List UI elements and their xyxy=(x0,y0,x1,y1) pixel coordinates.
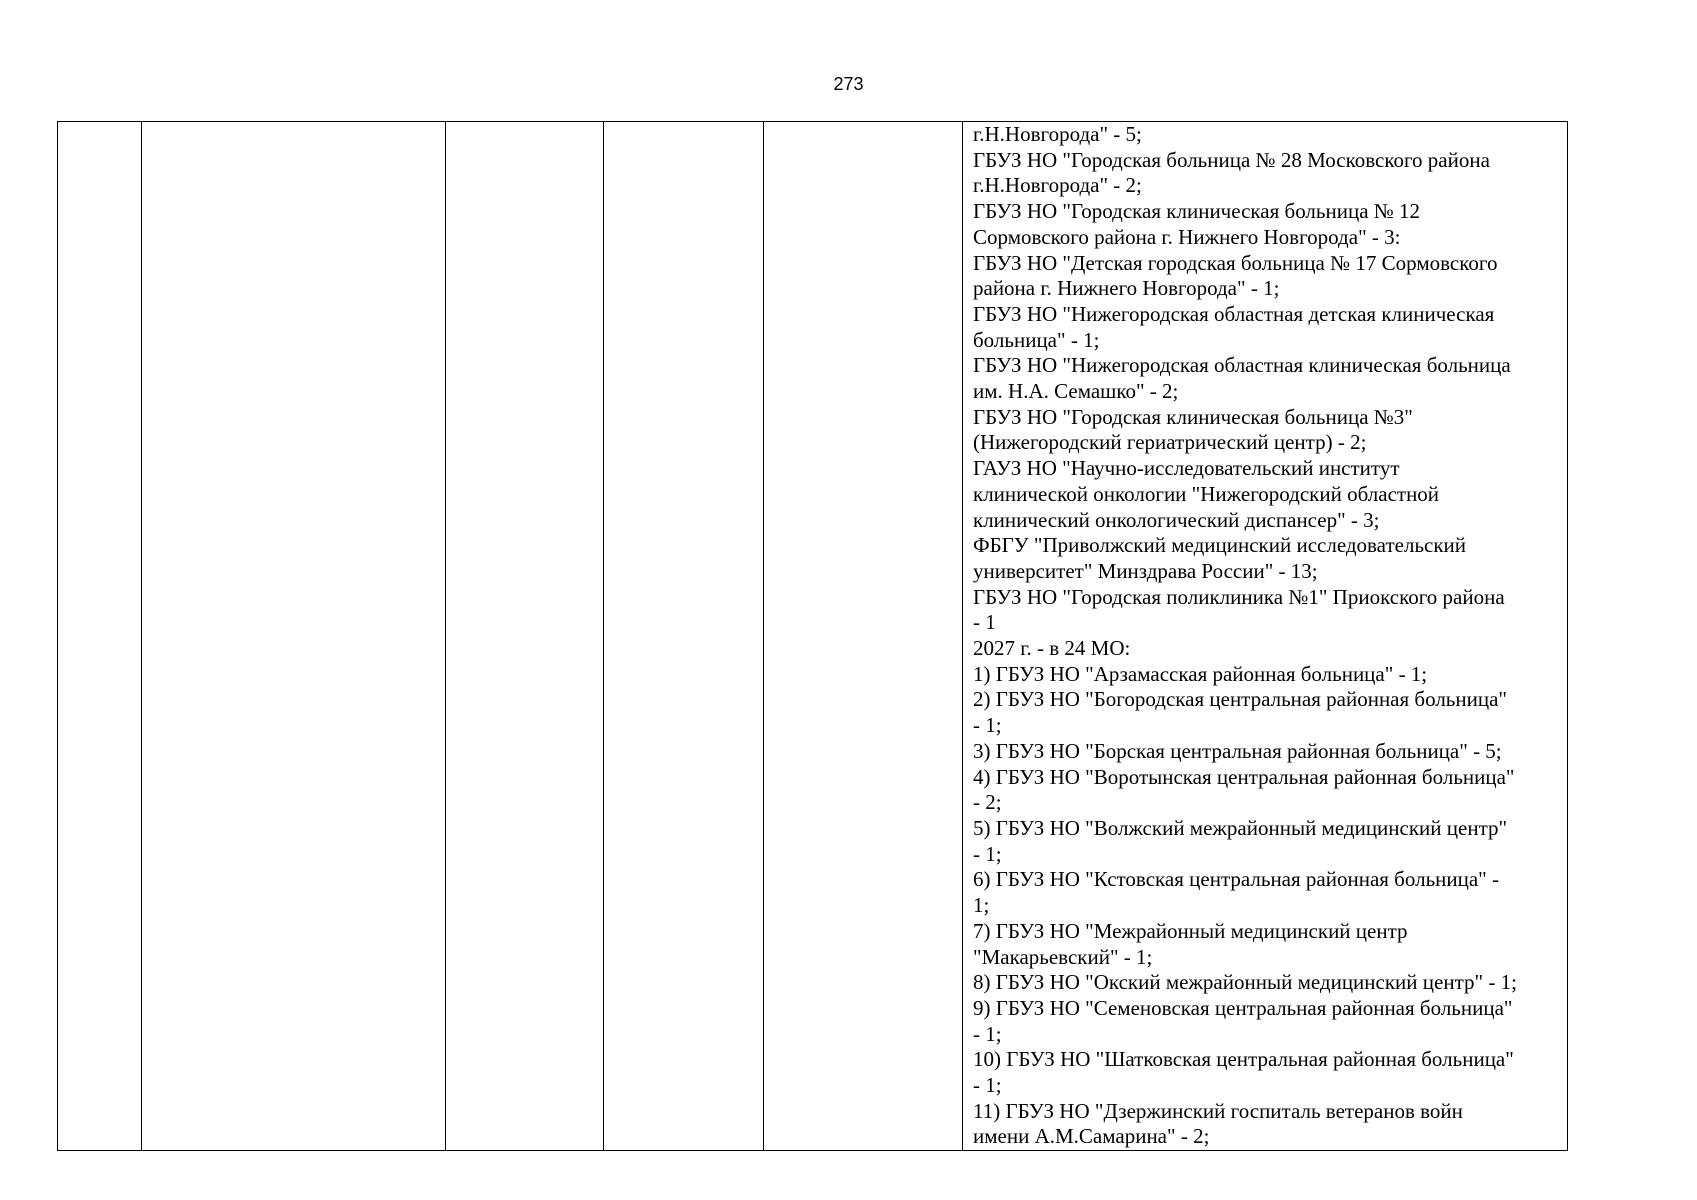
page-number: 273 xyxy=(833,74,864,94)
table-cell-3 xyxy=(446,122,604,1151)
table-row xyxy=(58,122,1568,1151)
document-table xyxy=(57,121,1568,1151)
table-cell-4 xyxy=(604,122,764,1151)
table-cell-2 xyxy=(142,122,446,1151)
table-cell-5 xyxy=(764,122,963,1151)
table-cell-medical-organizations: г.Н.Новгорода" - 5; ГБУЗ НО "Городская больница № 28 Московского района г.Н.Новгорода" - 2; ГБУЗ НО "Городская клиническая больница № 12 Сормовского района г. Нижнего Новгорода" - 3: ГБУЗ НО "Детская городская больница № 17 Сормовского района г. Нижнего Новгорода" - 1; ГБУЗ НО "Нижегородская областная детская клиническая больница" - 1; ГБУЗ НО "Нижегородская областная клиническая больница им. Н.А. Семашко" - 2; ГБУЗ НО "Городская клиническая больница №3" (Нижегородский гериатрический центр) - 2; ГАУЗ НО "Научно-исследовательский институт клинической онкологии "Нижегородский областной клинический онкологический диспансер" - 3; ФБГУ "Приволжский медицинский исследовательский университет" Минздрава России" - 13; ГБУЗ НО "Городская поликлиника №1" Приокского района - 1 2027 г. - в 24 МО: 1) ГБУЗ НО "Арзамасская районная больница" - 1; 2) ГБУЗ НО "Богородская центральная районная больница" - 1; 3) ГБУЗ НО "Борская центральная районная больница" - 5; 4) ГБУЗ НО "Воротынская центральная районная больница" - 2; 5) ГБУЗ НО "Волжский межрайонный медицинский центр" - 1; 6) ГБУЗ НО "Кстовская центральная районная больница" - 1; 7) ГБУЗ НО "Межрайонный медицинский центр "Макарьевский" - 1; 8) ГБУЗ НО "Окский межрайонный медицинский центр" - 1; 9) ГБУЗ НО "Семеновская центральная районная больница" - 1; 10) ГБУЗ НО "Шатковская центральная районная больница" - 1; 11) ГБУЗ НО "Дзержинский госпиталь ветеранов войн имени А.М.Самарина" - 2; xyxy=(963,122,1568,1151)
table-cell-1 xyxy=(58,122,142,1151)
